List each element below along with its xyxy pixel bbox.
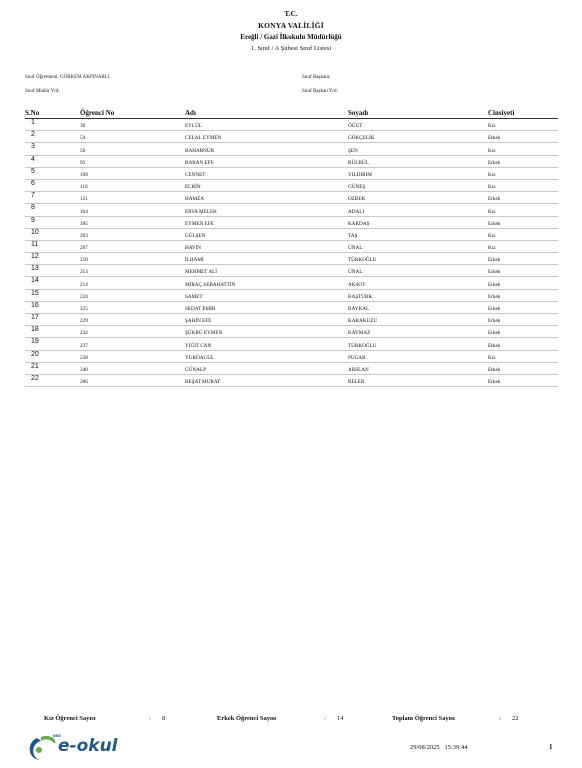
row-gender: Erkek xyxy=(488,362,558,374)
table-row xyxy=(25,240,558,252)
row-name: MİRAÇ SEBAHATTİN xyxy=(185,277,348,289)
class-teacher: Sınıf Öğretmeni: GÖRKEM AKPINARLI xyxy=(25,75,110,80)
row-student-no: 213 xyxy=(80,265,185,277)
row-name: GÜLŞEN xyxy=(185,228,348,240)
table-row xyxy=(25,301,558,313)
row-surname: ÜNAL xyxy=(348,265,488,277)
row-gender: Kız xyxy=(488,350,558,362)
row-surname: KARAKUZU xyxy=(348,314,488,326)
table-row xyxy=(25,277,558,289)
row-sno: 21 xyxy=(25,362,80,374)
row-gender: Erkek xyxy=(488,289,558,301)
header-school: Ereğli / Gazi İlkokulu Müdürlüğü xyxy=(240,33,342,41)
table-row xyxy=(25,228,558,240)
total-count-label: Toplam Öğrenci Sayısı xyxy=(392,715,455,722)
row-name: MEHMET ALİ xyxy=(185,265,348,277)
row-sno: 8 xyxy=(25,204,80,216)
table-row xyxy=(25,192,558,204)
row-student-no: 214 xyxy=(80,277,185,289)
row-student-no: 185 xyxy=(80,216,185,228)
row-name: ŞAHİN EFE xyxy=(185,314,348,326)
row-name: İLHAMİ xyxy=(185,253,348,265)
row-sno: 11 xyxy=(25,240,80,252)
header-governorship: KONYA VALİLİĞİ xyxy=(258,21,324,30)
table-row xyxy=(25,253,558,265)
row-sno: 6 xyxy=(25,179,80,191)
row-surname: ÖĞÜT xyxy=(348,119,488,131)
row-gender: Kız xyxy=(488,119,558,131)
row-name: REŞAT MURAT xyxy=(185,374,348,386)
row-sno: 14 xyxy=(25,277,80,289)
table-row xyxy=(25,131,558,143)
row-surname: ADALI xyxy=(348,204,488,216)
row-gender: Erkek xyxy=(488,326,558,338)
girls-count-label: Kız Öğrenci Sayısı xyxy=(44,715,96,722)
row-name: YURDAGÜL xyxy=(185,350,348,362)
row-sno: 3 xyxy=(25,143,80,155)
row-gender: Erkek xyxy=(488,301,558,313)
table-row xyxy=(25,167,558,179)
row-name: ŞÜKRÜ EYMEN xyxy=(185,326,348,338)
row-sno: 15 xyxy=(25,289,80,301)
boys-count-label: Erkek Öğrenci Sayısı xyxy=(217,715,277,722)
row-student-no: 203 xyxy=(80,228,185,240)
row-name: EYLÜL xyxy=(185,119,348,131)
column-header-sno: S.No xyxy=(25,108,80,119)
row-surname: TAŞ xyxy=(348,228,488,240)
row-name: GÜNALP xyxy=(185,362,348,374)
class-vice-president: Sınıf Başkan Yrd: xyxy=(302,89,338,94)
row-sno: 5 xyxy=(25,167,80,179)
student-list-table xyxy=(25,108,558,387)
table-row xyxy=(25,119,558,131)
row-sno: 2 xyxy=(25,131,80,143)
row-name: HAVİN xyxy=(185,240,348,252)
row-student-no: 266 xyxy=(80,374,185,386)
page-number: 1 xyxy=(549,743,553,751)
row-gender: Erkek xyxy=(488,253,558,265)
row-surname: ŞEN xyxy=(348,143,488,155)
row-gender: Erkek xyxy=(488,155,558,167)
table-row xyxy=(25,289,558,301)
row-student-no: 225 xyxy=(80,301,185,313)
row-surname: KAYMAZ xyxy=(348,326,488,338)
row-student-no: 207 xyxy=(80,240,185,252)
row-student-no: 109 xyxy=(80,167,185,179)
class-president: Sınıf Başkanı: xyxy=(302,75,331,80)
table-row xyxy=(25,179,558,191)
row-surname: GÜNEŞ xyxy=(348,179,488,191)
row-sno: 19 xyxy=(25,338,80,350)
print-datetime xyxy=(410,744,468,751)
row-name: HAMZA xyxy=(185,192,348,204)
row-student-no: 54 xyxy=(80,131,185,143)
boys-count-value: 14 xyxy=(337,715,344,722)
row-name: ERVA MELEK xyxy=(185,204,348,216)
row-surname: TÜRKOĞLU xyxy=(348,253,488,265)
row-student-no: 229 xyxy=(80,314,185,326)
row-gender: Kız xyxy=(488,167,558,179)
row-surname: PUGAR xyxy=(348,350,488,362)
row-sno: 18 xyxy=(25,326,80,338)
row-name: ECRİN xyxy=(185,179,348,191)
row-gender: Erkek xyxy=(488,277,558,289)
girls-count-value: 8 xyxy=(162,715,166,722)
row-gender: Kız xyxy=(488,143,558,155)
row-sno: 22 xyxy=(25,374,80,386)
column-header-name: Adı xyxy=(185,108,348,119)
row-student-no: 110 xyxy=(80,179,185,191)
row-surname: ARSLAN xyxy=(348,362,488,374)
row-sno: 16 xyxy=(25,301,80,313)
column-header-gender: Cinsiyeti xyxy=(488,108,558,119)
row-student-no: 164 xyxy=(80,204,185,216)
header-tc: T.C. xyxy=(284,9,298,18)
table-row xyxy=(25,314,558,326)
row-student-no: 210 xyxy=(80,253,185,265)
row-name: CELAL EYMEN xyxy=(185,131,348,143)
total-count-value: 22 xyxy=(512,715,519,722)
row-gender: Erkek xyxy=(488,265,558,277)
row-gender: Kız xyxy=(488,204,558,216)
row-gender: Erkek xyxy=(488,374,558,386)
row-student-no: 232 xyxy=(80,326,185,338)
eokul-logo-text: e-okul xyxy=(58,736,118,756)
header-class-list-title: 1. Sınıf / A Şubesi Sınıf Listesi xyxy=(250,45,332,52)
row-student-no: 237 xyxy=(80,338,185,350)
class-vice-principal: Sınıf Müdür Yrd: xyxy=(25,89,60,94)
girls-count-separator: : xyxy=(149,715,151,722)
print-date: 29/08/2025 xyxy=(410,744,440,751)
row-gender: Erkek xyxy=(488,338,558,350)
row-surname: YILDIRIM xyxy=(348,167,488,179)
column-header-surname: Soyadı xyxy=(348,108,488,119)
row-student-no: 238 xyxy=(80,350,185,362)
row-sno: 4 xyxy=(25,155,80,167)
column-header-student-no: Öğrenci No xyxy=(80,108,185,119)
table-row xyxy=(25,143,558,155)
row-gender: Kız xyxy=(488,240,558,252)
row-name: SAMET xyxy=(185,289,348,301)
print-time: 15:39:44 xyxy=(444,744,468,751)
row-sno: 7 xyxy=(25,192,80,204)
row-sno: 13 xyxy=(25,265,80,277)
row-sno: 20 xyxy=(25,350,80,362)
row-sno: 9 xyxy=(25,216,80,228)
row-student-no: 56 xyxy=(80,143,185,155)
row-sno: 17 xyxy=(25,314,80,326)
table-row xyxy=(25,374,558,386)
table-row xyxy=(25,326,558,338)
row-sno: 12 xyxy=(25,253,80,265)
boys-count-separator: : xyxy=(324,715,326,722)
meb-label: MEB xyxy=(53,734,61,738)
row-name: BARAN EFE xyxy=(185,155,348,167)
row-name: SEDAT EMİR xyxy=(185,301,348,313)
total-count-separator: : xyxy=(499,715,501,722)
row-surname: OZBEK xyxy=(348,192,488,204)
row-surname: GÖKÇELİK xyxy=(348,131,488,143)
row-gender: Erkek xyxy=(488,192,558,204)
row-name: BAHARNUR xyxy=(185,143,348,155)
row-surname: KARDAŞ xyxy=(348,216,488,228)
row-student-no: 121 xyxy=(80,192,185,204)
row-name: CENNET xyxy=(185,167,348,179)
row-student-no: 93 xyxy=(80,155,185,167)
row-gender: Erkek xyxy=(488,216,558,228)
row-name: EYMEN EFE xyxy=(185,216,348,228)
table-row xyxy=(25,265,558,277)
row-gender: Kız xyxy=(488,179,558,191)
row-sno: 1 xyxy=(25,119,80,131)
row-gender: Kız xyxy=(488,228,558,240)
table-header-row xyxy=(25,108,558,119)
row-student-no: 240 xyxy=(80,362,185,374)
row-student-no: 224 xyxy=(80,289,185,301)
row-name: YİĞİT CAN xyxy=(185,338,348,350)
row-surname: BAŞTÜRK xyxy=(348,289,488,301)
row-surname: BELER xyxy=(348,374,488,386)
table-row xyxy=(25,155,558,167)
table-row xyxy=(25,216,558,228)
row-gender: Erkek xyxy=(488,131,558,143)
row-sno: 10 xyxy=(25,228,80,240)
table-row xyxy=(25,350,558,362)
table-row xyxy=(25,204,558,216)
row-surname: ÜNAL xyxy=(348,240,488,252)
row-student-no: 30 xyxy=(80,119,185,131)
row-surname: BAYKAL xyxy=(348,301,488,313)
table-row xyxy=(25,338,558,350)
row-surname: TÜRKOĞLU xyxy=(348,338,488,350)
table-row xyxy=(25,362,558,374)
row-gender: Erkek xyxy=(488,314,558,326)
row-surname: AKSOY xyxy=(348,277,488,289)
row-surname: BÜLBÜL xyxy=(348,155,488,167)
